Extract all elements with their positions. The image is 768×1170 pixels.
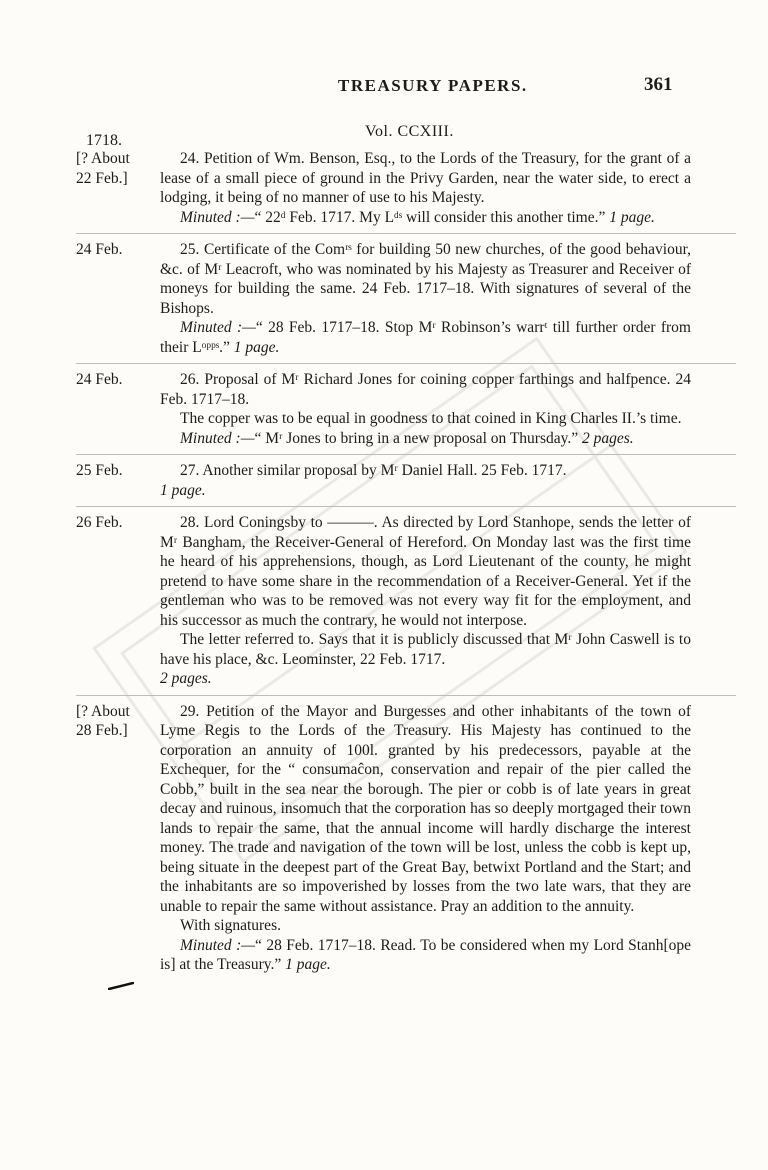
entry [0,149,768,227]
page-extent: 2 pages. [160,670,212,687]
entry-body [160,149,691,227]
entry-body [160,370,691,448]
minuted-label: Minuted :— [180,936,256,954]
entry-date: 24 Feb. [76,371,123,388]
entry-minute [160,936,691,975]
minuted-label: Minuted :— [180,429,255,447]
entry [0,461,768,500]
entry-body [160,702,691,975]
page-extent: 1 page. [285,956,331,973]
entry-paragraph: With signatures. [180,917,281,934]
entry-paragraph: 25. Certificate of the Comʳˢ for building 50 new churches, of the good behaviour, &c. of Mʳ Leacroft, who was nominated by his Majesty as Treasurer and Receiver of moneys for building the same. 24 Feb. 1717–18. With signatures of several of the Bishops. [160,241,691,317]
minuted-text: “ 28 Feb. 1717–18. Stop Mʳ Robinson’s warrᵗ till further order from their Lᵒᵖᵖˢ.” [160,319,691,356]
entry-minute [160,481,691,501]
entry-paragraph: The copper was to be equal in goodness to that coined in King Charles II.’s time. [180,410,682,427]
entry-paragraph: 26. Proposal of Mʳ Richard Jones for coining copper farthings and halfpence. 24 Feb. 1717–18. [160,371,691,408]
entry-body [160,461,691,500]
minuted-label: Minuted :— [180,319,256,336]
entry-minute [160,318,691,357]
entry-paragraph: The letter referred to. Says that it is publicly discussed that Mʳ John Caswell is to have his place, &c. Leominster, 22 Feb. 1717. [160,631,691,668]
entry-divider [76,454,736,455]
entry [0,370,768,448]
entry-date: 24 Feb. [76,241,123,258]
year-label: 1718. [86,132,122,149]
entry-minute [160,208,691,228]
entry-divider [76,363,736,364]
volume-heading: Vol. CCXIII. [365,123,454,140]
page-extent: 1 page. [609,208,655,226]
page-header [0,76,768,102]
entry-divider [76,506,736,507]
entry-date: 26 Feb. [76,514,123,531]
entry-minute [160,669,691,689]
entry-date: [? About 28 Feb.] [76,702,130,739]
entry-paragraph: 29. Petition of the Mayor and Burgesses and other inhabitants of the town of Lyme Regis to the Lords of the Treasury. His Majesty has continued to the corporation an annuity of 100l. granted by his predecessors, payable at the Exchequer, for the “ consumaĉon, conservation and repair of the pier called the Cobb,” built in the sea near the borough. The pier or cobb is of late years in great decay and ruinous, insomuch that the corporation has so deeply mortgaged their town lands to repair the same, that the annual income will hardly discharge the interest money. The trade and navigation of the town will be lost, unless the cobb is kept up, being situate in the deepest part of the Great Bay, betwixt Portland and the Start; and the inhabitants are so impoverished by losses from the two late wars, that they are unable to repair the same without assistance. Pray an addition to the annuity. [160,702,691,915]
minuted-text: “ Mʳ Jones to bring in a new proposal on Thursday.” [254,429,583,447]
page-extent: 1 page. [233,338,280,356]
page-number: 361 [644,74,673,95]
entry-date: [? About 22 Feb.] [76,150,130,187]
entry-divider [76,695,736,696]
entry-paragraph: 24. Petition of Wm. Benson, Esq., to the Lords of the Treasury, for the grant of a lease of a small piece of ground in the Privy Garden, near the water side, to erect a lodging, it being of no manner of use to his Majesty. [160,150,691,206]
margin-pencil-mark [108,982,134,990]
entry-body [160,513,691,689]
entry-minute [160,429,691,449]
entry-date: 25 Feb. [76,462,123,479]
minuted-text: “ 28 Feb. 1717–18. Read. To be considered when my Lord Stanh[ope is] at the Treasury.” [160,936,691,973]
entry-body [160,240,691,357]
page-extent: 2 pages. [582,429,634,447]
entry-paragraph: 28. Lord Coningsby to ———. As directed by Lord Stanhope, sends the letter of Mʳ Bangham, the Receiver-General of Hereford. On Monday last was the first time he heard of his apprehensions, though, as Lord Lieutenant of the county, he might pretend to have some share in the recommendation of a Receiver-General. Yet if the gentleman who was to be removed was not every way fit for the employment, and his successor as much the contrary, he would not interpose. [160,514,691,629]
minuted-label: Minuted :— [180,208,255,226]
entry [0,702,768,975]
entry-divider [76,233,736,234]
entry [0,513,768,689]
page-extent: 1 page. [160,481,206,499]
entry-paragraph: 27. Another similar proposal by Mʳ Daniel Hall. 25 Feb. 1717. [180,462,567,479]
entries-list [0,149,768,981]
running-title: TREASURY PAPERS. [338,76,528,95]
minuted-text: “ 22ᵈ Feb. 1717. My Lᵈˢ will consider this another time.” [254,208,610,226]
entry [0,240,768,357]
